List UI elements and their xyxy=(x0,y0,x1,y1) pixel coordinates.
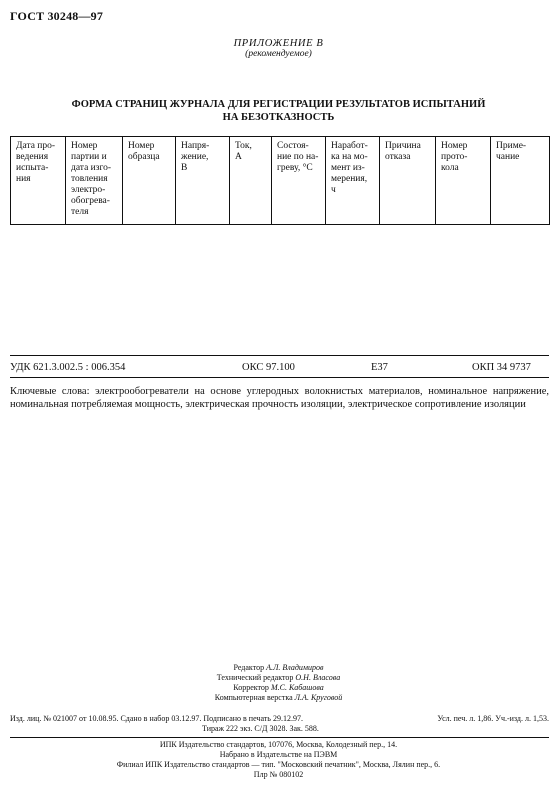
imprint-printer: Филиал ИПК Издательство стандартов — тип. "Московский печатник", Москва, Лялин пер., 6. xyxy=(116,760,441,769)
udk-code: УДК 621.3.002.5 : 006.354 xyxy=(10,362,126,373)
divider-middle xyxy=(10,377,549,378)
imprint-line-1 xyxy=(10,714,549,724)
credit-name: О.Н. Власова xyxy=(295,673,341,682)
credit-tech-editor xyxy=(0,673,557,683)
credit-name: Л.А. Круговой xyxy=(294,693,343,702)
credit-name: А.Л. Владимиров xyxy=(266,663,324,672)
appendix-title: ПРИЛОЖЕНИЕ В xyxy=(233,38,324,49)
form-title-line-1: ФОРМА СТРАНИЦ ЖУРНАЛА ДЛЯ РЕГИСТРАЦИИ РЕЗУЛЬТАТОВ ИСПЫТАНИЙ xyxy=(71,99,486,110)
divider-bottom xyxy=(10,737,549,738)
credits-block xyxy=(0,663,557,703)
column-header: Причина отказа xyxy=(380,137,436,225)
form-title xyxy=(0,98,557,124)
column-header: Ток, А xyxy=(230,137,272,225)
column-header: Приме- чание xyxy=(491,137,550,225)
column-header: Напря- жение, В xyxy=(176,137,230,225)
table-header-row xyxy=(11,137,550,225)
imprint-license-number: Плр № 080102 xyxy=(253,770,304,779)
divider-top xyxy=(10,355,549,356)
imprint-sheets: Усл. печ. л. 1,86. Уч.-изд. л. 1,53. xyxy=(437,714,549,723)
form-title-line-2: НА БЕЗОТКАЗНОСТЬ xyxy=(222,112,335,123)
credit-label: Редактор xyxy=(233,663,265,672)
column-header: Наработ- ка на мо- мент из- мерения, ч xyxy=(326,137,380,225)
credit-corrector xyxy=(0,683,557,693)
oks-code: ОКС 97.100 xyxy=(242,362,295,373)
column-header: Состоя- ние по на- греву, °С xyxy=(272,137,326,225)
imprint-line-2: Тираж 222 экз. С/Д 3028. Зак. 588. xyxy=(202,724,319,733)
keywords: Ключевые слова: электрообогреватели на основе углеродных волокнистых материалов, номинальное напряжение, номинальная потребляемая мощность, электрическая прочность изоляции, электрическое сопротивление изоляции xyxy=(10,386,549,410)
imprint-publisher: ИПК Издательство стандартов, 107076, Москва, Колодезный пер., 14. xyxy=(159,740,398,749)
credit-editor xyxy=(0,663,557,673)
credit-label: Компьютерная верстка xyxy=(214,693,293,702)
category-code: Е37 xyxy=(371,362,388,373)
credit-name: М.С. Кабашова xyxy=(270,683,324,692)
standard-number: ГОСТ 30248—97 xyxy=(10,9,104,23)
appendix-subtitle: (рекомендуемое) xyxy=(245,49,312,59)
imprint-license: Изд. лиц. № 021007 от 10.08.95. Сдано в набор 03.12.97. Подписано в печать 29.12.97. xyxy=(10,714,303,723)
imprint-typeset: Набрано в Издательстве на ПЭВМ xyxy=(219,750,338,759)
credit-layout xyxy=(0,693,557,703)
column-header: Номер партии и дата изго- товления электро- обогрева- теля xyxy=(66,137,123,225)
journal-form-table xyxy=(10,136,550,225)
column-header: Дата про- ведения испыта- ния xyxy=(11,137,66,225)
column-header: Номер прото- кола xyxy=(436,137,491,225)
credit-label: Корректор xyxy=(233,683,269,692)
okp-code: ОКП 34 9737 xyxy=(472,362,531,373)
credit-label: Технический редактор xyxy=(216,673,294,682)
column-header: Номер образца xyxy=(123,137,176,225)
